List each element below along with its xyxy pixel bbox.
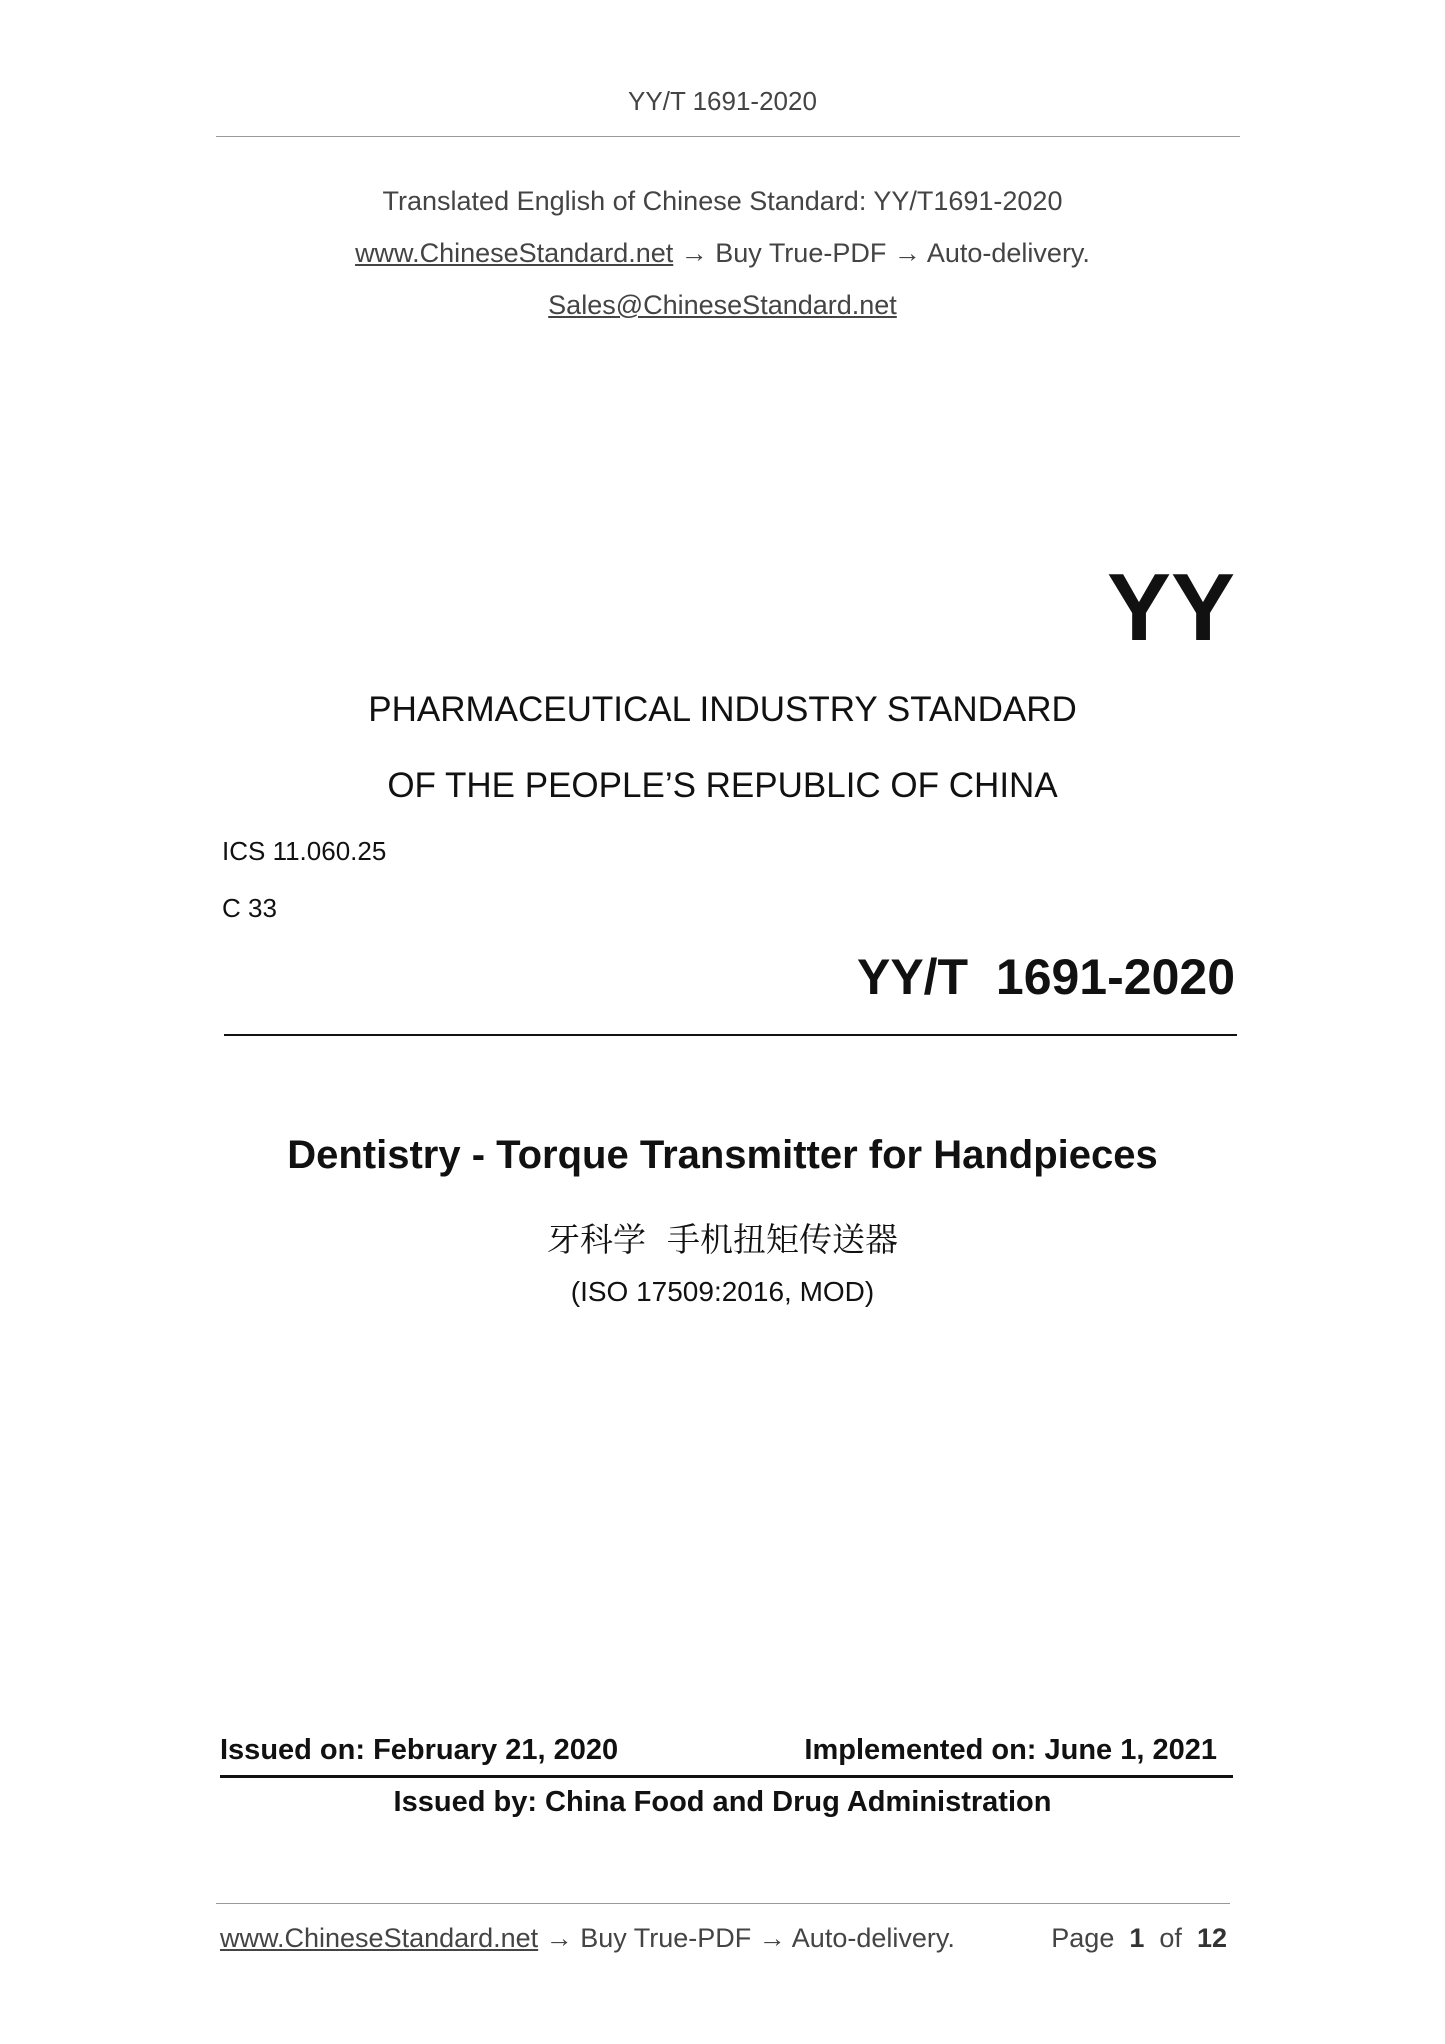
footer-buy-true-pdf-text: Buy True-PDF: [580, 1923, 752, 1953]
chinese-standard-link[interactable]: www.ChineseStandard.net: [355, 238, 674, 268]
iso-reference: (ISO 17509:2016, MOD): [570, 1276, 875, 1307]
promo-line: [0, 238, 1445, 269]
footer-auto-delivery-text: Auto-delivery.: [791, 1923, 955, 1953]
page-number: 1: [1129, 1923, 1145, 1953]
sales-line: [0, 290, 1445, 321]
arrow-icon: →: [758, 1923, 786, 1953]
standard-title-line-2: OF THE PEOPLE’S REPUBLIC OF CHINA: [387, 766, 1058, 805]
standard-title-line-1: PHARMACEUTICAL INDUSTRY STANDARD: [368, 690, 1077, 729]
page-label: Page: [1051, 1923, 1115, 1953]
document-title-chinese-text: 牙科学 手机扭矩传送器: [547, 1220, 898, 1259]
document-title: Dentistry - Torque Transmitter for Handpieces: [287, 1133, 1158, 1177]
total-pages: 12: [1196, 1923, 1227, 1953]
arrow-icon: →: [680, 238, 708, 268]
translation-note: Translated English of Chinese Standard: YY/T1691-2020: [382, 186, 1063, 216]
page-indicator: [1051, 1923, 1227, 1954]
of-label: of: [1159, 1923, 1182, 1953]
running-header: YY/T 1691-2020: [628, 86, 817, 116]
buy-true-pdf-text: Buy True-PDF: [715, 238, 887, 268]
document-title-chinese: [0, 1214, 1445, 1261]
arrow-icon: →: [545, 1923, 573, 1953]
arrow-icon: →: [893, 238, 921, 268]
standard-code-mark: YY: [1106, 554, 1235, 661]
footer-promo-line: [220, 1923, 955, 1954]
footer-chinese-standard-link[interactable]: www.ChineseStandard.net: [220, 1923, 539, 1953]
standard-number-text: YY/T 1691-2020: [856, 949, 1235, 1005]
standard-number-divider: [224, 1034, 1237, 1036]
standard-number: [857, 948, 1235, 1006]
sales-email-link[interactable]: Sales@ChineseStandard.net: [548, 290, 897, 320]
issued-by: Issued by: China Food and Drug Administration: [393, 1786, 1052, 1818]
header-divider: [216, 136, 1240, 137]
implemented-on-date: Implemented on: June 1, 2021: [804, 1734, 1217, 1766]
footer-divider: [216, 1903, 1230, 1904]
ics-code: ICS 11.060.25: [222, 836, 387, 866]
issued-on-date: Issued on: February 21, 2020: [220, 1734, 619, 1766]
ccs-code: C 33: [222, 893, 277, 923]
auto-delivery-text: Auto-delivery.: [926, 238, 1090, 268]
dates-divider: [220, 1775, 1233, 1778]
